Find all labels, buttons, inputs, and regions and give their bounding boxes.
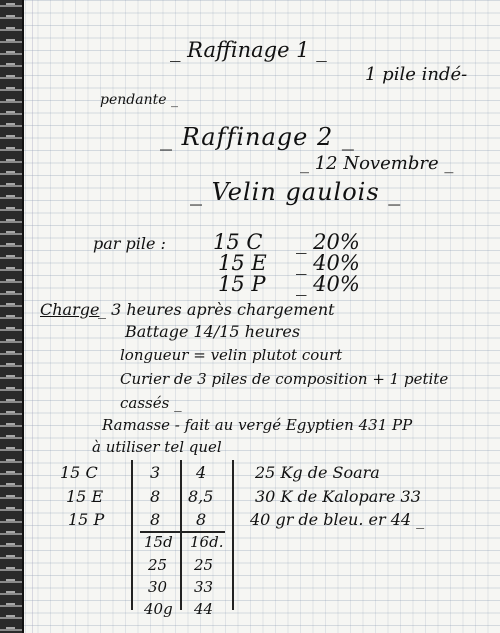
col1-sum-2: 25 (148, 556, 168, 574)
note-pile-line2: pendante _ (100, 92, 178, 108)
table-rule-mid (180, 460, 182, 610)
col2-val-2: 8,5 (188, 487, 214, 506)
table-label-e: 15 E (66, 487, 104, 506)
velin-title: _ Velin gaulois _ (190, 178, 402, 206)
compo-pct-1: _ 20% (296, 230, 360, 254)
compo-pct-2: _ 40% (296, 251, 360, 275)
title-raffinage-2: _ Raffinage 2 _ (160, 123, 355, 151)
curier-note-2: cassés _ (120, 394, 182, 412)
note-pile-line1: 1 pile indé- (365, 64, 468, 85)
longueur-note: longueur = velin plutot court (120, 346, 343, 364)
date-note: _ 12 Novembre _ (300, 153, 454, 174)
compo-part-3: 15 P (218, 272, 266, 296)
battage-note: Battage 14/15 heures (125, 322, 301, 341)
table-label-c: 15 C (60, 463, 98, 482)
col2-val-3: 8 (196, 510, 207, 529)
par-pile-label: par pile : (93, 234, 166, 253)
col1-val-2: 8 (150, 487, 161, 506)
col2-sum-1: 16d. (190, 533, 224, 551)
curier-note-1: Curier de 3 piles de composition + 1 petite (120, 370, 449, 388)
right-note-2: 30 K de Kalopare 33 (255, 487, 421, 506)
spiral-binding (0, 0, 24, 633)
col1-val-1: 3 (150, 463, 161, 482)
compo-part-2: 15 E (218, 251, 267, 275)
col1-val-3: 8 (150, 510, 161, 529)
col2-sum-4: 44 (194, 600, 214, 618)
title-raffinage-1: _ Raffinage 1 _ (170, 38, 327, 62)
charge-text: _ 3 heures après chargement (98, 300, 335, 319)
col1-sum-1: 15d (144, 533, 173, 551)
compo-part-1: 15 C (213, 230, 263, 254)
col2-sum-2: 25 (194, 556, 214, 574)
col1-sum-4: 40g (144, 600, 173, 618)
table-label-p: 15 P (68, 510, 105, 529)
compo-pct-3: _ 40% (296, 272, 360, 296)
charge-label: Charge (40, 300, 100, 319)
ramasse-note: Ramasse - fait au vergé Egyptien 431 PP (102, 416, 413, 434)
table-rule-right (232, 460, 234, 610)
col2-val-1: 4 (196, 463, 207, 482)
margin-line (32, 0, 33, 633)
utiliser-note: à utiliser tel quel (92, 438, 222, 456)
table-rule-left (131, 460, 133, 610)
right-note-3: 40 gr de bleu. er 44 _ (250, 510, 425, 529)
right-note-1: 25 Kg de Soara (255, 463, 380, 482)
col1-sum-3: 30 (148, 578, 168, 596)
col2-sum-3: 33 (194, 578, 214, 596)
